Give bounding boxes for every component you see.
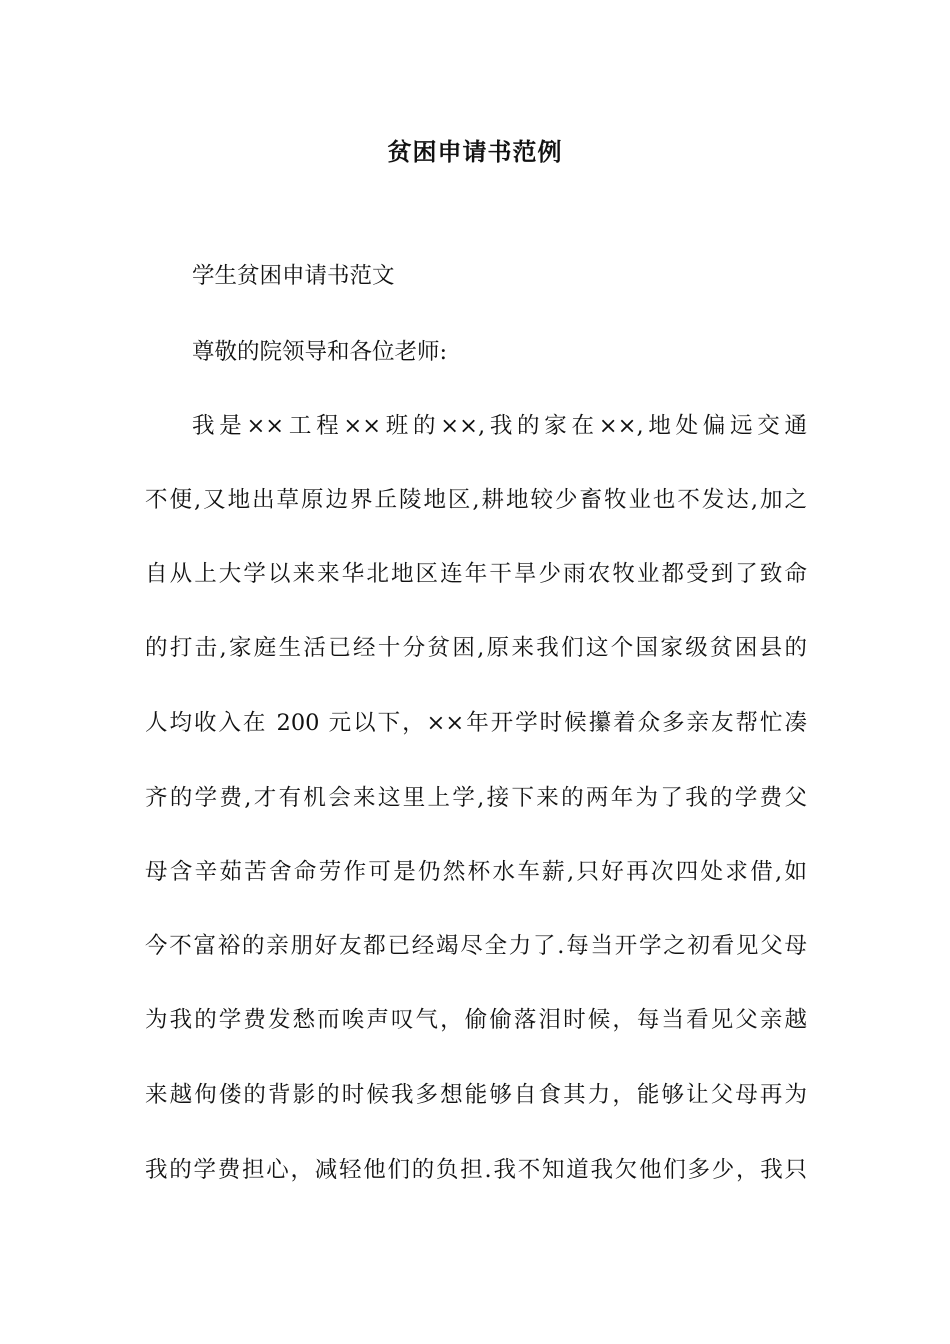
- paragraph-line-6: 齐的学费,才有机会来这里上学,接下来的两年为了我的学费父: [145, 785, 807, 811]
- paragraph-line-5: 人均收入在 200 元以下，××年开学时候攥着众多亲友帮忙凑: [145, 710, 807, 736]
- paragraph-line-9: 为我的学费发愁而唉声叹气，偷偷落泪时候，每当看见父亲越: [145, 1007, 807, 1033]
- paragraph-line-7: 母含辛茹苦舍命劳作可是仍然杯水车薪,只好再次四处求借,如: [145, 859, 807, 885]
- paragraph-line-10: 来越佝偻的背影的时候我多想能够自食其力，能够让父母再为: [145, 1082, 807, 1108]
- paragraph-line-11: 我的学费担心，减轻他们的负担.我不知道我欠他们多少，我只: [145, 1157, 807, 1183]
- document-title: 贫困申请书范例: [387, 137, 563, 166]
- paragraph-line-2: 不便,又地出草原边界丘陵地区,耕地较少畜牧业也不发达,加之: [145, 487, 807, 513]
- paragraph-line-8: 今不富裕的亲朋好友都已经竭尽全力了.每当开学之初看见父母: [145, 933, 807, 959]
- salutation: 尊敬的院领导和各位老师:: [192, 339, 448, 365]
- paragraph-line-1: 我是××工程××班的××,我的家在××,地处偏远交通: [192, 413, 807, 439]
- document-subtitle: 学生贫困申请书范文: [192, 263, 395, 289]
- paragraph-line-4: 的打击,家庭生活已经十分贫困,原来我们这个国家级贫困县的: [145, 635, 807, 661]
- paragraph-line-3: 自从上大学以来来华北地区连年干旱少雨农牧业都受到了致命: [145, 561, 807, 587]
